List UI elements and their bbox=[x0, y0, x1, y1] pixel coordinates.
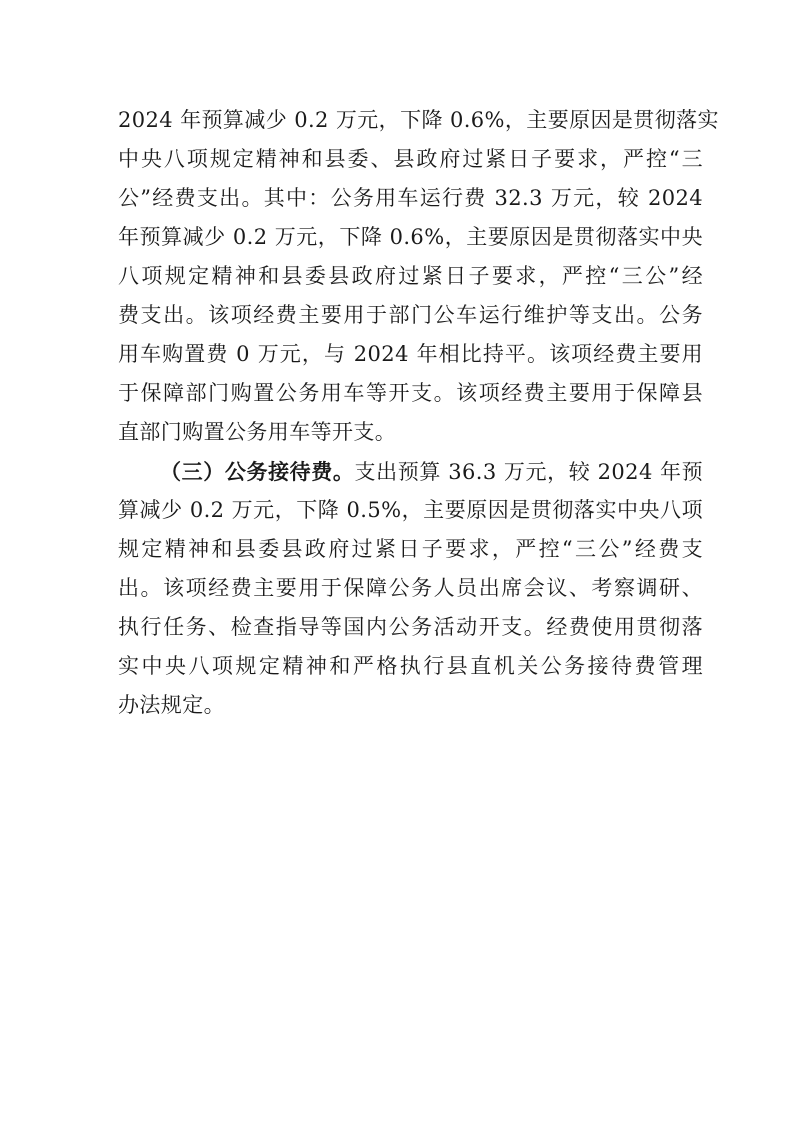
paragraph-line: 执行任务、检查指导等国内公务活动开支。经费使用贯彻落 bbox=[118, 615, 703, 639]
paragraph-line: 公”经费支出。其中：公务用车运行费 32.3 万元，较 2024 bbox=[118, 186, 703, 210]
paragraph-line: 办法规定。 bbox=[118, 693, 225, 717]
paragraph-line: 算减少 0.2 万元，下降 0.5%，主要原因是贯彻落实中央八项 bbox=[118, 498, 703, 522]
paragraph-line: 八项规定精神和县委县政府过紧日子要求，严控“三公”经 bbox=[118, 264, 703, 288]
paragraph-line: 费支出。该项经费主要用于部门公车运行维护等支出。公务 bbox=[118, 303, 703, 327]
paragraph-line: 于保障部门购置公务用车等开支。该项经费主要用于保障县 bbox=[118, 381, 703, 405]
paragraph-official-reception-costs bbox=[118, 452, 703, 725]
paragraph-line: 出。该项经费主要用于保障公务人员出席会议、考察调研、 bbox=[118, 576, 703, 600]
paragraph-line: 年预算减少 0.2 万元，下降 0.6%，主要原因是贯彻落实中央 bbox=[118, 225, 703, 249]
paragraph-first-line bbox=[118, 452, 703, 491]
paragraph-line: 用车购置费 0 万元，与 2024 年相比持平。该项经费主要用 bbox=[118, 342, 703, 366]
paragraph-line: 规定精神和县委县政府过紧日子要求，严控“三公”经费支 bbox=[118, 537, 703, 561]
paragraph-line: 2024 年预算减少 0.2 万元，下降 0.6%，主要原因是贯彻落实 bbox=[118, 108, 719, 132]
paragraph-line: 直部门购置公务用车等开支。 bbox=[118, 420, 397, 444]
paragraph-text: 支出预算 36.3 万元，较 2024 年预 bbox=[354, 460, 704, 484]
paragraph-line: 实中央八项规定精神和严格执行县直机关公务接待费管理 bbox=[118, 654, 703, 678]
paragraph-line: 中央八项规定精神和县委、县政府过紧日子要求，严控“三 bbox=[118, 147, 703, 171]
section-heading: （三）公务接待费。 bbox=[160, 459, 355, 484]
paragraph-official-vehicle-costs bbox=[118, 101, 719, 452]
